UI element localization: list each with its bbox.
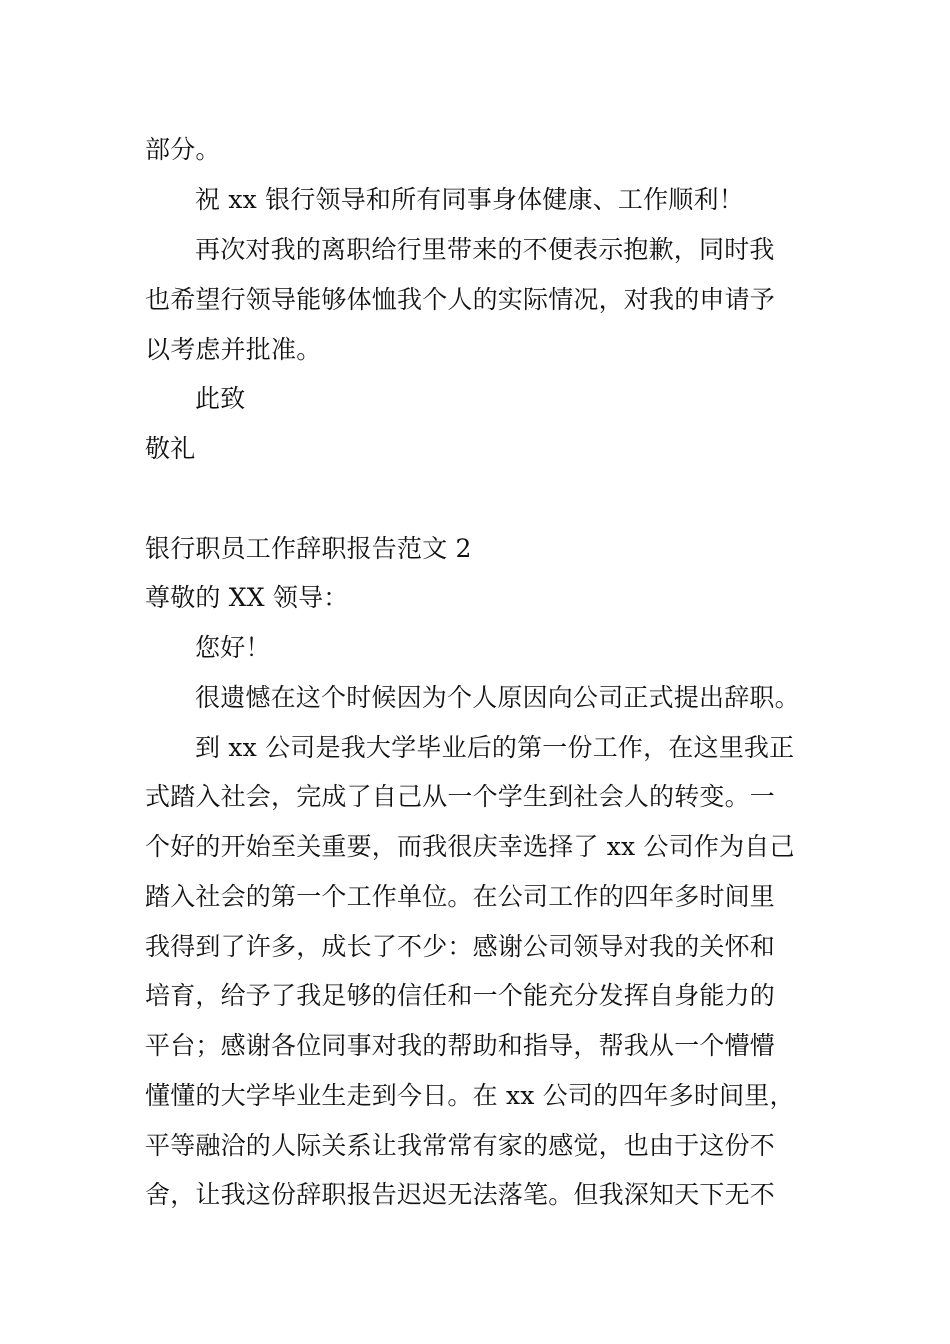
text-line: 舍，让我这份辞职报告迟迟无法落笔。但我深知天下无不 (145, 1180, 776, 1209)
text-line: 踏入社会的第一个工作单位。在公司工作的四年多时间里 (145, 882, 776, 911)
text-line: 部分。 (145, 135, 221, 164)
salutation: 尊敬的 XX 领导： (145, 583, 349, 612)
text-line: 很遗憾在这个时候因为个人原因向公司正式提出辞职。 (195, 683, 800, 712)
text-line: 也希望行领导能够体恤我个人的实际情况，对我的申请予 (145, 285, 776, 314)
text-line: 此致 (195, 384, 246, 413)
text-line: 我得到了许多，成长了不少：感谢公司领导对我的关怀和 (145, 932, 776, 961)
text-line: 培育，给予了我足够的信任和一个能充分发挥自身能力的 (145, 981, 776, 1010)
text-line: 敬礼 (145, 434, 196, 463)
text-line: 平台；感谢各位同事对我的帮助和指导，帮我从一个懵懵 (145, 1031, 776, 1060)
text-line: 以考虑并批准。 (145, 335, 322, 364)
text-line: 个好的开始至关重要，而我很庆幸选择了 xx 公司作为自己 (145, 832, 795, 861)
section-title: 银行职员工作辞职报告范文 2 (145, 534, 472, 563)
text-line: 再次对我的离职给行里带来的不便表示抱歉，同时我 (195, 235, 775, 264)
text-line: 平等融洽的人际关系让我常常有家的感觉，也由于这份不 (145, 1131, 776, 1160)
text-line: 式踏入社会，完成了自己从一个学生到社会人的转变。一 (145, 782, 776, 811)
greeting: 您好！ (195, 633, 271, 662)
text-line: 到 xx 公司是我大学毕业后的第一份工作，在这里我正 (195, 733, 795, 762)
text-line: 懂懂的大学毕业生走到今日。在 xx 公司的四年多时间里， (145, 1081, 795, 1110)
text-line: 祝 xx 银行领导和所有同事身体健康、工作顺利！ (195, 185, 744, 214)
